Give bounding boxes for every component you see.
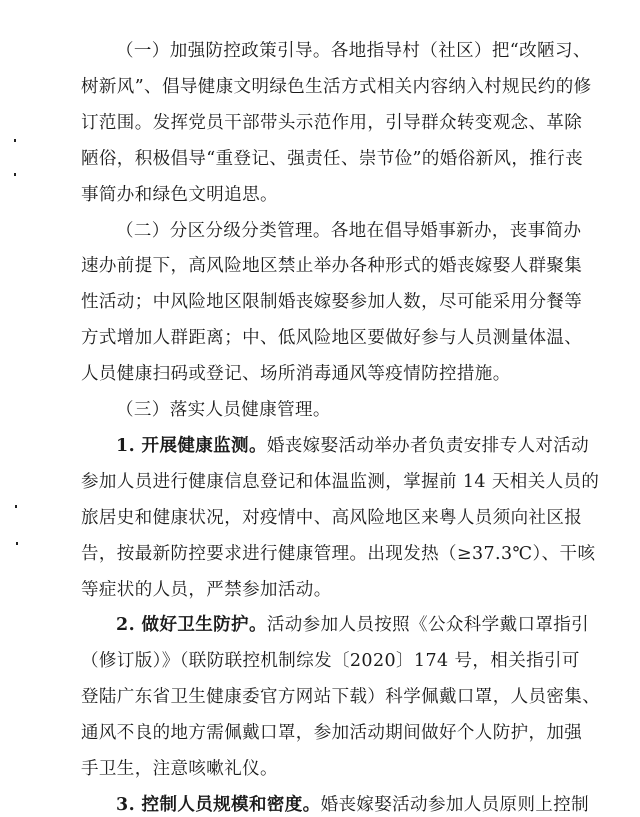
item-1-heading: 1. 开展健康监测。 [116,436,267,456]
item-1-line-4: 告，按最新防控要求进行健康管理。出现发热（≥37.3℃）、干咳 [81,544,596,564]
section-3-heading: （三）落实人员健康管理。 [116,400,331,420]
item-1-line-1 [116,434,590,458]
paragraph-2-line-1: （二）分区分级分类管理。各地在倡导婚事新办，丧事简办 [116,221,582,241]
item-1-line-3: 旅居史和健康状况，对疫情中、高风险地区来粤人员须向社区报 [81,508,583,528]
item-2-line-4: 通风不良的地方需佩戴口罩，参加活动期间做好个人防护，加强 [81,723,583,743]
item-1-text: 婚丧嫁娶活动举办者负责安排专人对活动 [266,436,590,456]
item-2-line-1 [116,613,590,637]
paragraph-1-line-4: 陋俗，积极倡导“重登记、强责任、崇节俭”的婚俗新风，推行丧 [81,149,583,169]
paragraph-1-line-5: 事简办和绿色文明追思。 [81,185,278,205]
paragraph-1-line-2: 树新风”、倡导健康文明绿色生活方式相关内容纳入村规民约的修 [81,77,592,97]
paragraph-1-line-1: （一）加强防控政策引导。各地指导村（社区）把“改陋习、 [116,41,591,61]
scan-speck [15,505,17,508]
item-2-line-5: 手卫生，注意咳嗽礼仪。 [81,759,278,779]
scan-speck [14,173,16,176]
item-1-line-5: 等症状的人员，严禁参加活动。 [81,580,332,600]
scan-speck [16,542,18,545]
item-3-heading: 3. 控制人员规模和密度。 [116,795,321,815]
paragraph-1-line-3: 订范围。发挥党员干部带头示范作用，引导群众转变观念、革除 [81,113,583,133]
paragraph-2-line-2: 速办前提下，高风险地区禁止举办各种形式的婚丧嫁娶人群聚集 [81,256,583,276]
paragraph-2-line-5: 人员健康扫码或登记、场所消毒通风等疫情防控措施。 [81,364,511,384]
paragraph-2-line-4: 方式增加人群距离；中、低风险地区要做好参与人员测量体温、 [81,328,583,348]
scan-speck [14,139,16,142]
item-2-line-3: 登陆广东省卫生健康委官方网站下载）科学佩戴口罩，人员密集、 [81,687,601,707]
paragraph-2-line-3: 性活动；中风险地区限制婚丧嫁娶参加人数，尽可能采用分餐等 [81,292,583,312]
item-1-line-2: 参加人员进行健康信息登记和体温监测，掌握前 14 天相关人员的 [81,472,600,492]
item-2-text: 活动参加人员按照《公众科学戴口罩指引 [266,615,590,635]
item-2-heading: 2. 做好卫生防护。 [116,615,267,635]
item-2-line-2: （修订版）》（联防联控机制综发〔2020〕174 号，相关指引可 [81,651,580,671]
item-3-text: 婚丧嫁娶活动参加人员原则上控制 [320,795,590,815]
item-3-line-1 [116,793,590,817]
